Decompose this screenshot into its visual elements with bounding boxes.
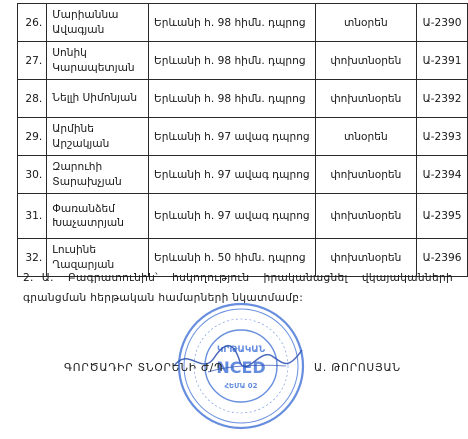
position: տնօրեն — [315, 118, 416, 156]
row-number: 32. — [18, 239, 47, 277]
school-name: Երևանի հ. 50 հիմն. դպրոց — [148, 239, 315, 277]
position: փոխտնօրեն — [315, 42, 416, 80]
person-name: Արմինե Արշակյան — [47, 118, 149, 156]
row-number: 26. — [18, 4, 47, 42]
table-row — [18, 80, 468, 118]
person-name: Լուսինե Ղազարյան — [47, 239, 149, 277]
position: փոխտնօրեն — [315, 239, 416, 277]
row-number: 27. — [18, 42, 47, 80]
row-number: 28. — [18, 80, 47, 118]
position: տնօրեն — [315, 4, 416, 42]
certificate-code: Ա-2393 — [417, 118, 468, 156]
table-row — [18, 4, 468, 42]
position: փոխտնօրեն — [315, 156, 416, 194]
school-name: Երևանի հ. 97 ավագ դպրոց — [148, 156, 315, 194]
certificate-code: Ա-2392 — [417, 80, 468, 118]
table-row — [18, 156, 468, 194]
signatory-title: ԳՈՐԾԱԴԻՐ ՏՆՕՐԵՆԻ Ժ/Պ — [64, 362, 224, 374]
row-number: 30. — [18, 156, 47, 194]
seal-top-text: ԿՐԹԱԿԱՆ — [216, 345, 266, 355]
certificate-table — [17, 3, 468, 277]
certificate-code: Ա-2390 — [417, 4, 468, 42]
seal-code-text: ՀԵՄԱ 02 — [224, 382, 258, 390]
school-name: Երևանի հ. 98 հիմն. դպրոց — [148, 42, 315, 80]
position: փոխտնօրեն — [315, 80, 416, 118]
table-row — [18, 118, 468, 156]
handwritten-signature-icon — [168, 336, 308, 386]
table-row — [18, 194, 468, 239]
school-name: Երևանի հ. 98 հիմն. դպրոց — [148, 80, 315, 118]
person-name: Զարուհի Տարախչյան — [47, 156, 149, 194]
person-name: Մարիաննա Ավագյան — [47, 4, 149, 42]
school-name: Երևանի հ. 97 ավագ դպրոց — [148, 194, 315, 239]
seal-middle-text: NCED — [216, 358, 266, 377]
paragraph-text: Ա. Բագրատունին՝ հսկողություն իրականացնել վկայականների գրանցման հերթական համարների նկատմամբ: — [23, 272, 453, 304]
row-number: 29. — [18, 118, 47, 156]
position: փոխտնօրեն — [315, 194, 416, 239]
person-name: Սոնիկ Կարապետյան — [47, 42, 149, 80]
table-row — [18, 42, 468, 80]
certificate-code: Ա-2394 — [417, 156, 468, 194]
person-name: Նելլի Սիմոնյան — [47, 80, 149, 118]
certificate-code: Ա-2391 — [417, 42, 468, 80]
signatory-name: Ա. ԹՈՐՈՍՅԱՆ — [314, 362, 401, 374]
certificate-code: Ա-2395 — [417, 194, 468, 239]
certificate-code: Ա-2396 — [417, 239, 468, 277]
paragraph-number: 2. — [23, 272, 34, 284]
row-number: 31. — [18, 194, 47, 239]
school-name: Երևանի հ. 97 ավագ դպրոց — [148, 118, 315, 156]
school-name: Երևանի հ. 98 հիմն. դպրոց — [148, 4, 315, 42]
person-name: Փառանձեմ Խաչատրյան — [47, 194, 149, 239]
